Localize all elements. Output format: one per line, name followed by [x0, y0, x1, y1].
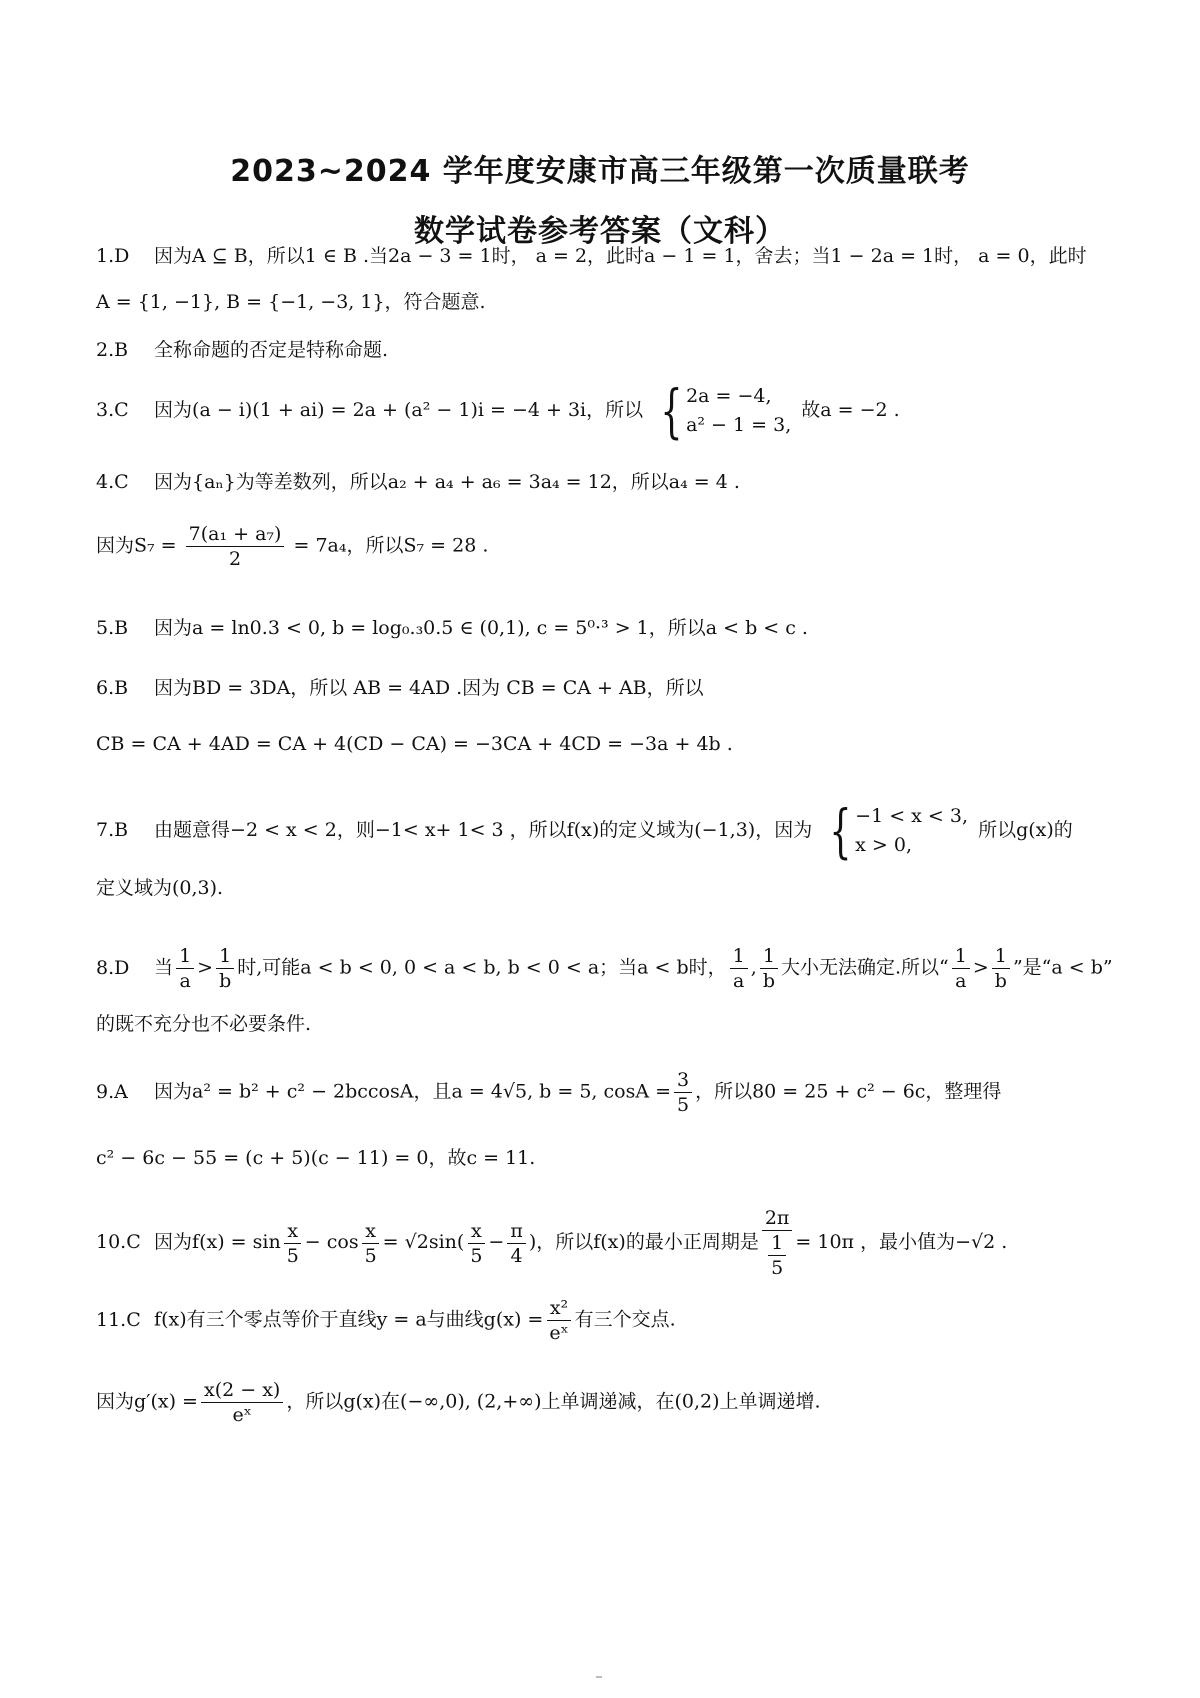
answer-9-number: 9.A: [96, 1080, 128, 1103]
answer-3-system: [653, 377, 792, 445]
fraction-numerator: x: [468, 1219, 485, 1244]
answer-8-line-2: 的既不充分也不必要条件.: [96, 1013, 312, 1035]
fraction: [467, 1219, 485, 1268]
answer-5-text: 因为a = ln0.3 < 0, b = log₀.₃0.5 ∈ (0,1), c = 5⁰·³ > 1，所以a < b < c .: [154, 617, 808, 639]
fraction-numerator: 3: [674, 1068, 692, 1093]
fraction-denominator: b: [762, 970, 775, 992]
text-when: 当: [154, 956, 174, 979]
text-e: = 10π ，最小值为−√2 .: [795, 1231, 1008, 1253]
left-brace: {: [829, 797, 852, 865]
fraction: [992, 944, 1010, 993]
answer-4-text: 因为{aₙ}为等差数列，所以a₂ + a₄ + a₆ = 3a₄ = 12，所以a₄ = 4 .: [154, 471, 740, 493]
text-d: )，所以f(x)的最小正周期是: [528, 1231, 759, 1253]
answer-3: [96, 377, 1126, 445]
nested-fraction: [768, 1231, 786, 1280]
fraction-numerator: 2π: [762, 1206, 793, 1231]
answer-4-line-2: [96, 522, 1126, 571]
fraction-denominator-nested: [762, 1231, 792, 1280]
exam-subtitle: 数学试卷参考答案（文科）: [414, 214, 786, 249]
answer-6-text-a: 因为BD = 3DA，所以: [154, 677, 348, 699]
fraction-denominator: 5: [771, 1257, 784, 1279]
operator: >: [972, 956, 989, 979]
answer-8-line-1: [96, 944, 1126, 993]
fraction-numerator: 1: [216, 944, 234, 969]
text-cannot: 大小无法确定.所以“: [780, 956, 949, 979]
exam-title: 2023~2024 学年度安康市高三年级第一次质量联考: [230, 154, 970, 189]
answer-10: [96, 1206, 1126, 1280]
fraction-denominator: 2: [229, 548, 242, 570]
fraction-numerator: x(2 − x): [201, 1378, 283, 1403]
text-b: − cos: [304, 1231, 359, 1253]
footer-mark: [596, 1676, 602, 1678]
answer-3-text: 因为(a − i)(1 + ai) = 2a + (a² − 1)i = −4 + 3i，所以: [154, 399, 644, 421]
fraction-denominator: 5: [364, 1244, 377, 1267]
fraction-denominator: b: [994, 970, 1007, 992]
fraction: [216, 944, 234, 993]
left-brace: {: [660, 377, 683, 445]
answer-7-line-1: [96, 797, 1126, 865]
text-a: f(x)有三个零点等价于直线y = a与曲线g(x) =: [154, 1308, 544, 1331]
s7-fraction: [186, 522, 285, 571]
fraction: [730, 944, 748, 993]
system-row-2: a² − 1 = 3,: [686, 414, 792, 436]
fraction: [201, 1378, 283, 1427]
s7-result: = 7a₄，所以S₇ = 28 .: [293, 534, 489, 557]
period-fraction: [762, 1206, 793, 1280]
text-is: ”是“a < b”: [1012, 956, 1113, 979]
answer-9-line-2: c² − 6c − 55 = (c + 5)(c − 11) = 0，故c = 11.: [96, 1147, 536, 1169]
answer-6-line-1: [96, 674, 1126, 702]
system-row-2: x > 0,: [855, 834, 913, 856]
answer-5: [96, 614, 1126, 642]
fraction-numerator: 1: [176, 944, 194, 969]
fraction: [952, 944, 970, 993]
answer-3-result: 故a = −2 .: [801, 399, 900, 421]
fraction: [176, 944, 194, 993]
answer-6-text-b: AB = 4AD .因为: [353, 677, 501, 699]
text-minus: −: [488, 1231, 505, 1253]
fraction-numerator: 1: [952, 944, 970, 969]
fraction-numerator: x²: [547, 1296, 571, 1321]
answer-9-text: 因为a² = b² + c² − 2bccosA，且a = 4√5, b = 5, cosA =: [154, 1080, 671, 1103]
system-row-1: 2a = −4,: [686, 385, 772, 407]
answer-9-tail: ，所以80 = 25 + c² − 6c，整理得: [695, 1080, 1002, 1103]
answer-7-system: [822, 797, 969, 865]
answer-4-number: 4.C: [96, 471, 129, 493]
answer-7-tail: 所以g(x)的: [978, 819, 1073, 841]
answer-1-line-2: A = {1, −1}, B = {−1, −3, 1}，符合题意.: [96, 291, 486, 313]
answer-3-number: 3.C: [96, 399, 129, 421]
text-a: 因为f(x) = sin: [154, 1231, 281, 1253]
answer-6-text-c: CB = CA + AB，所以: [506, 677, 704, 699]
answer-7-number: 7.B: [96, 819, 129, 841]
answer-11-line-2: [96, 1378, 1126, 1427]
fraction-numerator: 1: [992, 944, 1010, 969]
fraction-denominator: 5: [470, 1244, 483, 1267]
fraction: [760, 944, 778, 993]
fraction-denominator: a: [955, 970, 967, 992]
fraction-numerator: 1: [760, 944, 778, 969]
fraction-denominator: a: [179, 970, 191, 992]
fraction-numerator: 1: [730, 944, 748, 969]
fraction-numerator: x: [362, 1219, 379, 1244]
answer-10-number: 10.C: [96, 1231, 141, 1253]
answer-1-number: 1.D: [96, 245, 130, 267]
answer-2: [96, 336, 1126, 364]
answer-9-line-1: [96, 1068, 1126, 1117]
fraction-numerator: x: [284, 1219, 301, 1244]
system-row-1: −1 < x < 3,: [855, 805, 969, 827]
operator: >: [197, 956, 214, 979]
fraction: [362, 1219, 380, 1268]
fraction: [507, 1219, 526, 1268]
answer-8-number: 8.D: [96, 956, 130, 979]
fraction-numerator: 1: [768, 1231, 786, 1256]
answer-2-text: 全称命题的否定是特称命题.: [154, 339, 389, 361]
fraction-denominator: a: [733, 970, 745, 992]
answer-1-text: 因为A ⊆ B，所以1 ∈ B .当2a − 3 = 1时， a = 2，此时a − 1 = 1，舍去；当1 − 2a = 1时， a = 0，此时: [154, 245, 1087, 267]
answer-11-number: 11.C: [96, 1308, 141, 1331]
fraction-denominator: 4: [510, 1244, 523, 1267]
fraction-denominator: 5: [286, 1244, 299, 1267]
text-b: 有三个交点.: [574, 1308, 676, 1331]
s7-label: 因为S₇ =: [96, 534, 177, 557]
text-middle: 时,可能a < b < 0, 0 < a < b, b < 0 < a；当a < b时，: [237, 956, 727, 979]
fraction-denominator: eˣ: [232, 1404, 252, 1426]
answer-5-number: 5.B: [96, 617, 129, 639]
answer-6-number: 6.B: [96, 677, 129, 699]
answer-1-line-1: [96, 242, 1126, 270]
answer-7-line-2: 定义域为(0,3).: [96, 877, 224, 899]
fraction-denominator: b: [219, 970, 232, 992]
answer-4-line-1: [96, 468, 1126, 496]
fraction: [674, 1068, 692, 1117]
text-c: = √2sin(: [382, 1231, 465, 1253]
answer-2-number: 2.B: [96, 339, 129, 361]
fraction: [284, 1219, 302, 1268]
fraction-numerator: π: [507, 1219, 526, 1244]
fraction-numerator: 7(a₁ + a₇): [186, 522, 285, 547]
answer-11-line-1: [96, 1296, 1126, 1345]
fraction-denominator: eˣ: [549, 1322, 569, 1344]
fraction: [546, 1296, 571, 1345]
answer-6-line-2: CB = CA + 4AD = CA + 4(CD − CA) = −3CA + 4CD = −3a + 4b .: [96, 733, 733, 755]
answer-7-text: 由题意得−2 < x < 2，则−1< x+ 1< 3 ，所以f(x)的定义域为(−1,3)，因为: [154, 819, 813, 841]
fraction-denominator: 5: [677, 1094, 690, 1116]
text-c: 因为g′(x) =: [96, 1390, 198, 1413]
text-d: ，所以g(x)在(−∞,0), (2,+∞)上单调递减，在(0,2)上单调递增.: [286, 1390, 821, 1413]
comma: ,: [750, 956, 757, 979]
